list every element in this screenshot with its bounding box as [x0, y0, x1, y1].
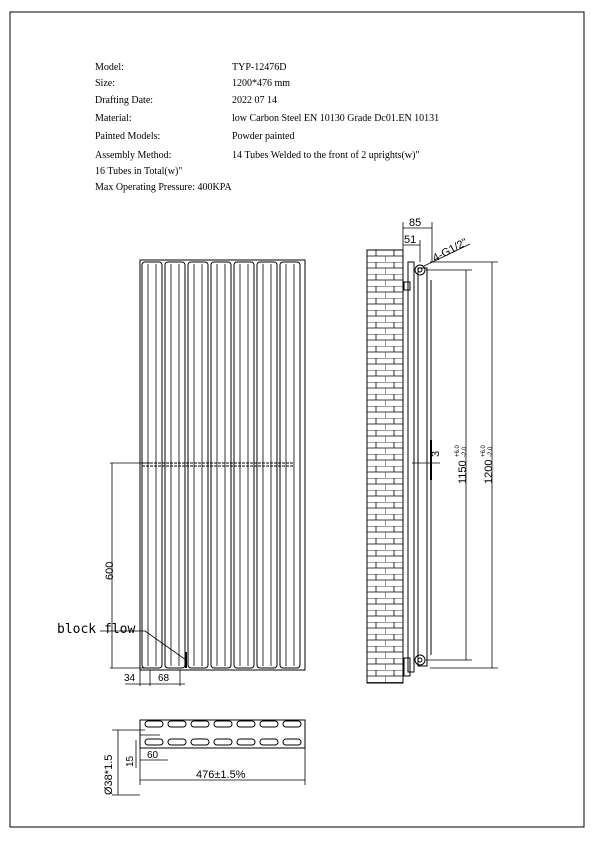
- material-label: Material:: [95, 113, 132, 124]
- tube-end: [191, 739, 209, 745]
- radiator-tube: [142, 262, 162, 668]
- radiator-tubes: [142, 262, 300, 668]
- size-label: Size:: [95, 78, 115, 89]
- model-value: TYP-12476D: [232, 62, 287, 73]
- dim-600-label: 600: [104, 561, 116, 580]
- bottom-connection-inner: [418, 658, 422, 662]
- tube-end: [214, 721, 232, 727]
- spec-block: [95, 62, 439, 193]
- model-label: Model:: [95, 62, 124, 73]
- tube-outline: [188, 262, 208, 668]
- date-value: 2022 07 14: [232, 95, 277, 106]
- tube-end: [237, 721, 255, 727]
- tube-outline: [142, 262, 162, 668]
- top-view: [112, 720, 305, 795]
- tube-end-row: [145, 721, 301, 745]
- tube-end: [168, 721, 186, 727]
- bracket-bar: [408, 262, 414, 672]
- pressure-text: Max Operating Pressure: 400KPA: [95, 182, 232, 193]
- tube-end: [260, 739, 278, 745]
- tube-end: [260, 721, 278, 727]
- radiator-tube: [280, 262, 300, 668]
- tube-end: [283, 739, 301, 745]
- painted-label: Painted Models:: [95, 131, 161, 142]
- dim-34-label: 34: [124, 673, 136, 684]
- dim-38-label: Ø38*1.5: [103, 754, 115, 795]
- date-label: Drafting Date:: [95, 95, 154, 106]
- dim-1150-tol-lower: -2.0: [462, 446, 468, 457]
- block-flow-label: block flow: [57, 622, 136, 637]
- tube-end: [283, 721, 301, 727]
- dim-15-label: 15: [125, 755, 136, 767]
- dim-51-label: 51: [404, 234, 417, 246]
- material-value: low Carbon Steel EN 10130 Grade Dc01.EN 10131: [232, 113, 440, 124]
- dim-68-label: 68: [158, 673, 170, 684]
- assembly-value: 14 Tubes Welded to the front of 2 uprights(w)": [232, 150, 420, 161]
- dim-3-label: 3: [430, 450, 442, 457]
- tube-end: [191, 721, 209, 727]
- dim-1200-tol-lower: -2.0: [488, 446, 494, 457]
- radiator-profile: [418, 268, 427, 666]
- tube-end: [145, 739, 163, 745]
- top-view-outline: [140, 720, 305, 748]
- tubes-total-text: 16 Tubes in Total(w)": [95, 166, 183, 177]
- radiator-tube: [257, 262, 277, 668]
- dim-1150-tol-upper: +6.0: [455, 445, 461, 457]
- top-connection-inner: [418, 268, 422, 272]
- top-connection-circle: [415, 265, 425, 275]
- tube-end: [145, 721, 163, 727]
- tube-outline: [211, 262, 231, 668]
- dim-1150-label: 1150: [457, 460, 469, 484]
- dim-1200-label: 1200: [483, 459, 495, 484]
- tube-outline: [165, 262, 185, 668]
- radiator-tube: [188, 262, 208, 668]
- tube-end: [237, 739, 255, 745]
- painted-value: Powder painted: [232, 131, 295, 142]
- top-bracket: [404, 282, 410, 290]
- assembly-label: Assembly Method:: [95, 150, 172, 161]
- bottom-connection-circle: [415, 655, 425, 665]
- dim-1200-tol-upper: +6.0: [481, 445, 487, 457]
- tube-end: [168, 739, 186, 745]
- dim-476-label: 476±1.5%: [196, 769, 246, 781]
- size-value: 1200*476 mm: [232, 78, 291, 89]
- dim-85-label: 85: [409, 217, 422, 229]
- tube-outline: [257, 262, 277, 668]
- dim-60-label: 60: [147, 750, 159, 761]
- radiator-tube: [165, 262, 185, 668]
- bottom-bracket: [404, 658, 410, 676]
- radiator-tube: [211, 262, 231, 668]
- tube-end: [214, 739, 232, 745]
- tube-outline: [280, 262, 300, 668]
- tube-outline: [234, 262, 254, 668]
- thread-label: 4-G1/2": [430, 236, 470, 265]
- wall-brick: [367, 250, 403, 683]
- radiator-tube: [234, 262, 254, 668]
